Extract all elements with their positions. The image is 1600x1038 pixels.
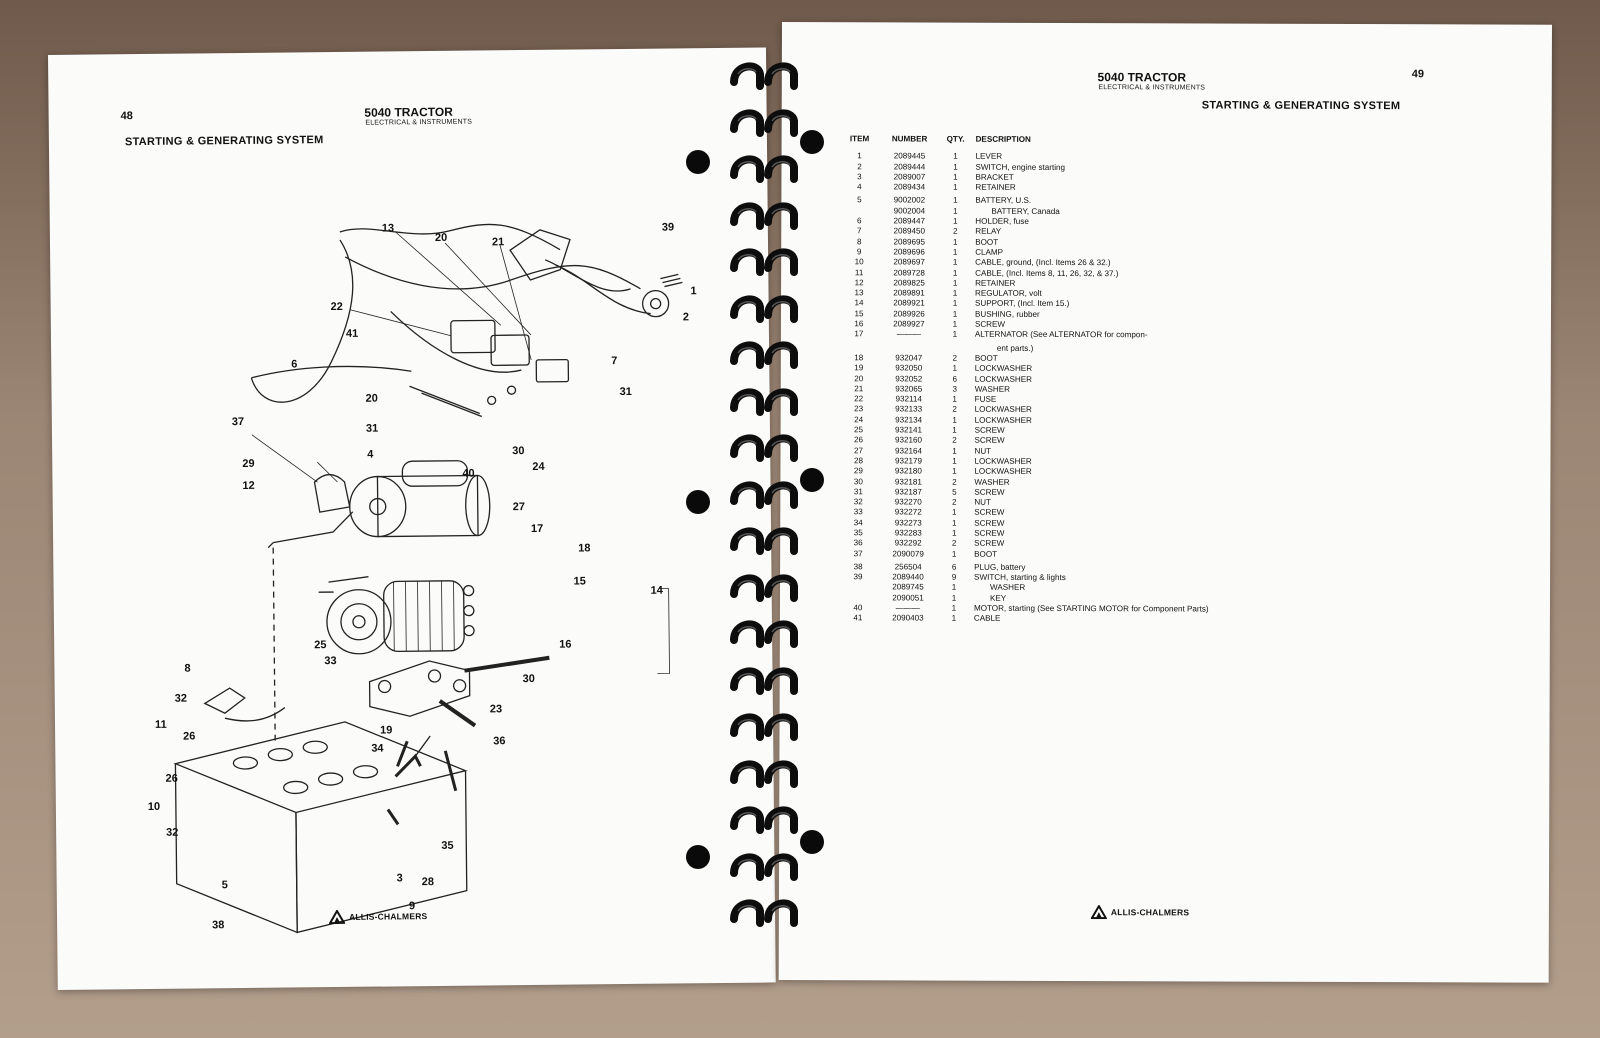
item-cell: 12 <box>854 278 864 288</box>
item-cell: 28 <box>853 456 863 466</box>
callout-3: 3 <box>396 872 403 885</box>
callout-36: 36 <box>493 735 506 748</box>
description-cell: BOOT <box>974 549 998 559</box>
item-cell: 38 <box>853 562 863 572</box>
item-cell: 2 <box>857 161 862 171</box>
description-cell: LOCKWASHER <box>974 466 1032 477</box>
callout-33: 33 <box>324 655 337 668</box>
item-cell: 3 <box>857 172 862 182</box>
number-cell: 2089921 <box>893 298 925 308</box>
description-cell: WASHER <box>974 477 1010 487</box>
description-cell: KEY <box>989 593 1007 603</box>
qty-cell: 2 <box>952 477 957 487</box>
description-cell: LOCKWASHER <box>974 374 1033 384</box>
qty-cell: 1 <box>952 425 957 435</box>
item-cell: 39 <box>853 572 863 582</box>
callout-17: 17 <box>530 522 544 535</box>
left-page <box>48 47 776 989</box>
page-number-left: 48 <box>120 110 133 123</box>
number-cell: 2089447 <box>893 216 926 226</box>
parts-table-header <box>842 134 1272 146</box>
binding-ring <box>728 432 798 462</box>
number-cell: 2089450 <box>893 226 926 236</box>
callout-4: 4 <box>367 448 374 461</box>
description-cell: LEVER <box>975 151 1003 162</box>
header-number: NUMBER <box>891 134 928 144</box>
callout-16: 16 <box>559 638 572 651</box>
number-cell: 2089695 <box>893 237 925 247</box>
binding-ring <box>728 758 798 788</box>
description-cell: SCREW <box>974 425 1005 435</box>
callout-23: 23 <box>489 703 503 716</box>
item-cell: 27 <box>853 445 864 455</box>
description-cell: SUPPORT, (Incl. Item 15.) <box>975 299 1070 309</box>
binding-ring <box>728 107 798 137</box>
allis-chalmers-logo-right <box>1091 905 1189 919</box>
qty-cell: 2 <box>952 497 957 507</box>
qty-cell: 1 <box>953 151 958 161</box>
number-cell: 932187 <box>894 487 922 497</box>
number-cell: 2089440 <box>892 572 924 582</box>
table-row <box>840 614 1270 626</box>
qty-cell: 1 <box>953 172 958 182</box>
binding-ring <box>728 293 798 323</box>
item-cell: 20 <box>854 373 864 383</box>
logo-text-right: ALLIS-CHALMERS <box>1110 907 1190 918</box>
callout-32-b: 32 <box>166 826 179 839</box>
description-cell: CABLE <box>973 614 1001 624</box>
logo-text-left: ALLIS-CHALMERS <box>348 911 428 922</box>
qty-cell: 1 <box>952 415 957 425</box>
qty-cell: 1 <box>952 257 958 267</box>
item-cell: 40 <box>853 603 863 613</box>
number-cell: 2090403 <box>892 613 924 623</box>
item-cell: 11 <box>854 267 864 277</box>
callout-31: 31 <box>619 385 632 399</box>
description-cell: RETAINER <box>975 182 1016 193</box>
number-cell: 932273 <box>894 518 922 528</box>
qty-cell: 6 <box>952 374 958 384</box>
description-cell: SWITCH, engine starting <box>975 162 1066 172</box>
description-cell: BATTERY, U.S. <box>975 196 1032 206</box>
item-cell: 21 <box>854 384 864 394</box>
number-cell: 932164 <box>894 446 923 456</box>
description-cell: SCREW <box>974 319 1006 329</box>
description-cell: ent parts.) <box>996 343 1034 353</box>
exploded-parts-diagram <box>89 158 717 944</box>
right-page <box>779 22 1552 983</box>
callout-35: 35 <box>441 839 454 852</box>
qty-cell: 1 <box>951 528 957 538</box>
binding-ring <box>728 386 798 416</box>
item-cell: 16 <box>854 319 864 329</box>
table-row <box>841 330 1271 342</box>
item-cell: 4 <box>857 182 862 192</box>
number-cell: 2089745 <box>892 582 924 592</box>
callout-1: 1 <box>690 285 697 298</box>
qty-cell: 1 <box>951 613 957 623</box>
description-cell: CLAMP <box>975 247 1004 257</box>
header-qty: QTY. <box>946 134 965 144</box>
qty-cell: 1 <box>951 593 957 603</box>
item-cell: 6 <box>857 216 862 226</box>
callout-28: 28 <box>421 876 434 889</box>
allis-chalmers-emblem-icon <box>329 910 345 924</box>
number-cell: 932141 <box>895 425 923 435</box>
number-cell: 932134 <box>895 415 923 425</box>
item-cell: 33 <box>853 507 863 517</box>
item-cell: 34 <box>853 517 863 527</box>
item-cell: 10 <box>854 257 864 267</box>
description-cell: LOCKWASHER <box>974 456 1032 466</box>
callout-18: 18 <box>578 542 591 555</box>
callout-22: 22 <box>330 300 343 314</box>
item-cell: 8 <box>856 236 862 246</box>
callout-20-b: 20 <box>365 392 378 405</box>
callout-38: 38 <box>212 919 225 932</box>
qty-cell: 1 <box>952 309 958 319</box>
callout-37: 37 <box>231 415 245 429</box>
allis-chalmers-logo-left <box>329 909 428 924</box>
punch-hole <box>800 830 824 854</box>
number-cell: 932114 <box>895 394 922 404</box>
binding-ring <box>728 711 798 741</box>
description-cell: BOOT <box>975 237 999 247</box>
description-cell: PLUG, battery <box>974 562 1026 572</box>
spiral-binding <box>718 50 808 950</box>
callout-10: 10 <box>147 800 161 813</box>
description-cell: SCREW <box>974 435 1005 446</box>
qty-cell: 1 <box>952 329 958 339</box>
item-cell: 25 <box>854 425 864 435</box>
description-cell: CABLE, (Incl. Items 8, 11, 26, 32, & 37.) <box>975 268 1119 278</box>
number-cell: 932065 <box>895 384 923 394</box>
description-cell: NUT <box>974 497 991 507</box>
callout-20: 20 <box>434 231 448 244</box>
qty-cell: 1 <box>952 319 958 329</box>
callout-30-b: 30 <box>522 672 535 686</box>
number-cell: 2089825 <box>893 278 925 288</box>
description-cell: BATTERY, Canada <box>991 206 1060 216</box>
description-cell: BUSHING, rubber <box>974 309 1040 319</box>
callout-12: 12 <box>242 479 255 492</box>
callout-32: 32 <box>174 692 188 705</box>
binding-ring <box>728 153 798 183</box>
qty-cell: 9 <box>951 572 957 582</box>
table-row <box>841 182 1271 194</box>
qty-cell: 5 <box>952 487 957 497</box>
description-cell: BOOT <box>974 353 998 363</box>
item-cell: 36 <box>853 538 863 548</box>
description-cell: HOLDER, fuse <box>975 216 1029 226</box>
number-cell: 9002004 <box>893 206 926 216</box>
qty-cell: 1 <box>951 518 957 528</box>
callout-40: 40 <box>462 467 475 480</box>
qty-cell: 1 <box>952 278 958 288</box>
parts-table-body <box>840 152 1272 626</box>
number-cell: 932272 <box>894 507 922 517</box>
qty-cell: 1 <box>951 583 957 593</box>
item-cell <box>840 593 876 603</box>
description-cell: SWITCH, starting & lights <box>974 572 1066 583</box>
number-cell: 932050 <box>895 363 923 373</box>
qty-cell: 1 <box>953 206 958 216</box>
callout-41: 41 <box>345 327 359 340</box>
qty-cell: 1 <box>952 268 958 278</box>
binding-ring <box>728 851 798 881</box>
item-cell: 7 <box>856 226 862 236</box>
qty-cell: 3 <box>952 384 957 394</box>
description-cell: REGULATOR, volt <box>975 288 1042 299</box>
qty-cell <box>941 343 969 353</box>
item-cell: 19 <box>854 363 864 373</box>
callout-31-b: 31 <box>365 422 379 435</box>
qty-cell: 1 <box>952 247 958 257</box>
number-cell: 932270 <box>894 497 922 507</box>
description-cell: LOCKWASHER <box>974 415 1032 425</box>
description-cell: WASHER <box>990 583 1026 593</box>
number-cell: 2089444 <box>893 161 926 172</box>
callout-13: 13 <box>381 222 395 235</box>
description-cell: LOCKWASHER <box>974 363 1033 374</box>
binding-ring <box>728 618 798 648</box>
number-cell: 2089926 <box>893 309 925 319</box>
description-cell: ALTERNATOR (See ALTERNATOR for compon- <box>974 330 1148 340</box>
description-cell: WASHER <box>974 384 1010 394</box>
header-title-right: 5040 TRACTOR <box>1097 70 1187 85</box>
binding-ring <box>728 339 798 369</box>
number-cell: 932181 <box>894 476 922 486</box>
binding-ring <box>728 572 798 602</box>
callout-19: 19 <box>380 724 393 737</box>
qty-cell: 2 <box>951 538 957 548</box>
description-cell: RETAINER <box>975 278 1016 288</box>
qty-cell: 1 <box>952 466 957 476</box>
binding-ring <box>728 804 798 834</box>
page-number-right: 49 <box>1411 68 1425 81</box>
number-cell: 932160 <box>895 435 923 445</box>
callout-2: 2 <box>682 311 689 324</box>
number-cell: 932052 <box>895 373 923 384</box>
binding-ring <box>728 246 798 276</box>
callout-11: 11 <box>154 718 167 731</box>
binding-ring <box>728 665 798 695</box>
number-cell: 2089697 <box>893 257 925 267</box>
callout-15: 15 <box>573 575 586 588</box>
callout-14: 14 <box>650 584 663 597</box>
number-cell: 2089445 <box>893 151 926 161</box>
description-cell: FUSE <box>974 394 997 404</box>
header-subtitle-left: ELECTRICAL & INSTRUMENTS <box>365 118 473 127</box>
description-cell: CABLE, ground, (Incl. Items 26 & 32.) <box>975 257 1111 268</box>
description-cell: LOCKWASHER <box>974 405 1032 415</box>
item-cell: 35 <box>853 528 863 538</box>
header-subtitle-right: ELECTRICAL & INSTRUMENTS <box>1098 84 1206 92</box>
qty-cell: 1 <box>953 216 958 226</box>
punch-hole <box>800 130 824 154</box>
description-cell: SCREW <box>974 508 1005 518</box>
qty-cell: 2 <box>952 226 958 236</box>
item-cell: 5 <box>857 195 862 205</box>
qty-cell: 1 <box>952 446 957 456</box>
item-cell: 18 <box>854 353 864 363</box>
callout-29: 29 <box>242 457 255 470</box>
item-cell: 29 <box>853 466 863 476</box>
item-cell <box>841 206 877 216</box>
number-cell: 256504 <box>894 562 922 572</box>
number-cell: 932180 <box>894 466 922 476</box>
callout-25: 25 <box>314 639 327 652</box>
callout-21: 21 <box>491 236 505 249</box>
callout-7: 7 <box>611 355 618 368</box>
number-cell: 2089728 <box>893 267 925 278</box>
number-cell: 932292 <box>894 538 922 548</box>
item-cell: 30 <box>853 476 863 486</box>
section-title-left: STARTING & GENERATING SYSTEM <box>124 134 324 149</box>
number-cell: 2090079 <box>892 548 924 559</box>
item-cell: 26 <box>854 435 864 445</box>
item-cell: 32 <box>853 497 863 507</box>
item-cell: 37 <box>853 548 863 558</box>
number-cell: 932047 <box>895 353 923 363</box>
callout-39: 39 <box>661 221 675 234</box>
number-cell: 932179 <box>894 456 922 466</box>
callout-6: 6 <box>291 358 298 371</box>
qty-cell: 2 <box>952 353 958 363</box>
callout-5: 5 <box>221 879 228 892</box>
callout-34: 34 <box>371 742 384 755</box>
qty-cell: 1 <box>952 288 958 298</box>
number-cell: ——— <box>896 329 922 339</box>
callout-30: 30 <box>512 445 525 458</box>
item-cell: 1 <box>857 151 862 161</box>
item-cell: 9 <box>856 247 862 257</box>
punch-hole <box>800 468 824 492</box>
item-cell: 23 <box>854 404 864 414</box>
qty-cell: 1 <box>951 549 957 559</box>
item-cell: 14 <box>854 298 864 308</box>
header-description: DESCRIPTION <box>975 134 1031 144</box>
number-cell: 2089696 <box>893 247 925 257</box>
number-cell: 2089434 <box>893 182 926 192</box>
number-cell: 2089891 <box>893 288 925 298</box>
binding-ring <box>728 200 798 230</box>
callout-27: 27 <box>512 501 526 514</box>
qty-cell: 2 <box>952 435 957 445</box>
binding-ring <box>728 525 798 555</box>
header-item: ITEM <box>849 134 870 144</box>
binding-ring <box>728 897 798 927</box>
callout-9: 9 <box>408 900 416 913</box>
punch-hole <box>686 845 710 869</box>
item-cell: 41 <box>853 613 863 623</box>
description-cell: RELAY <box>975 227 1002 237</box>
item-cell: 17 <box>854 329 864 339</box>
qty-cell: 1 <box>953 182 958 192</box>
number-cell: 2089007 <box>893 172 926 182</box>
qty-cell: 1 <box>952 394 957 404</box>
item-cell <box>840 583 876 593</box>
table-row <box>840 549 1270 561</box>
number-cell: 9002002 <box>893 195 926 205</box>
description-cell: SCREW <box>974 538 1005 549</box>
qty-cell: 1 <box>953 196 958 206</box>
punch-hole <box>686 150 710 174</box>
number-cell <box>877 343 941 354</box>
binding-ring <box>728 479 798 509</box>
qty-cell: 1 <box>952 507 957 518</box>
description-cell: SCREW <box>974 487 1005 497</box>
number-cell: 2089927 <box>893 319 925 329</box>
description-cell: MOTOR, starting (See STARTING MOTOR for Component Parts) <box>973 603 1209 614</box>
allis-chalmers-emblem-icon <box>1091 905 1107 919</box>
qty-cell: 1 <box>952 237 958 247</box>
parts-table <box>840 134 1272 625</box>
description-cell: SCREW <box>974 518 1005 528</box>
item-cell: 13 <box>854 288 864 298</box>
number-cell: 932283 <box>894 528 922 538</box>
description-cell: BRACKET <box>975 172 1014 182</box>
callout-26-b: 26 <box>165 772 178 785</box>
callout-8: 8 <box>184 662 191 675</box>
item-cell: 22 <box>854 394 864 404</box>
qty-cell: 1 <box>952 363 958 373</box>
callout-24: 24 <box>532 460 545 473</box>
qty-cell: 1 <box>953 162 958 172</box>
item-cell <box>841 343 877 353</box>
description-cell: NUT <box>974 446 992 456</box>
item-cell: 24 <box>854 414 864 425</box>
qty-cell: 1 <box>952 456 957 466</box>
item-cell: 31 <box>853 487 863 497</box>
number-cell: ——— <box>895 603 921 613</box>
qty-cell: 1 <box>952 299 958 309</box>
qty-cell: 1 <box>951 603 957 613</box>
callout-26: 26 <box>183 730 196 743</box>
number-cell: 932133 <box>895 404 923 414</box>
binding-ring <box>728 60 798 90</box>
header-title-left: 5040 TRACTOR <box>364 104 453 120</box>
section-title-right: STARTING & GENERATING SYSTEM <box>1201 99 1401 113</box>
qty-cell: 6 <box>951 562 957 572</box>
qty-cell: 2 <box>952 405 957 415</box>
item-cell: 15 <box>854 309 864 319</box>
number-cell: 2090051 <box>892 593 924 603</box>
description-cell: SCREW <box>974 528 1005 538</box>
punch-hole <box>686 490 710 514</box>
